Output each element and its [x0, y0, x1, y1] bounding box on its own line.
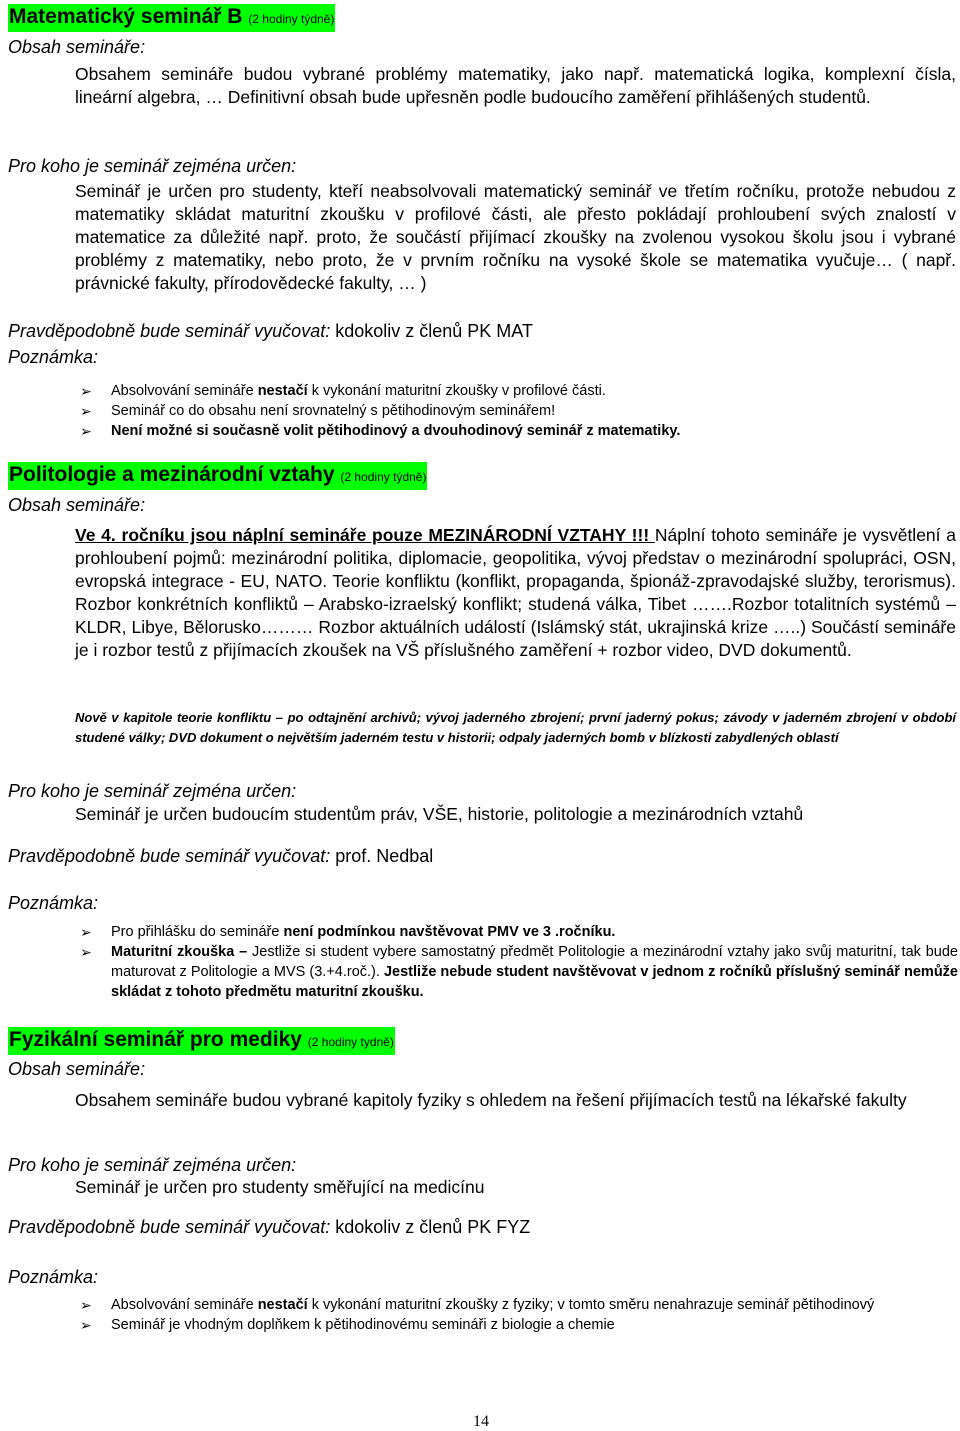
- section-hours: (2 hodiny týdně): [248, 12, 335, 26]
- audience-label: Pro koho je seminář zejména určen:: [8, 156, 297, 176]
- note-text: Seminář je vhodným doplňkem k pětihodinovému semináři z biologie a chemie: [111, 1317, 615, 1333]
- audience-paragraph: Seminář je určen pro studenty, kteří neabsolvovali matematický seminář ve třetím ročníku, protože nebudou z matematiky skládat maturitní zkoušku v profilové části, ale přesto pokládají prohloubení svých znalostí v matematice za důležité např. proto, že součástí přijímací zkoušky na zvolenou vysokou školu jsou i vybrané problémy z matematiky, nebo proto, že v prvním ročníku na vysoké škole se matematika vyučuje… ( např. právnické fakulty, přírodovědecké fakulty, … ): [75, 181, 956, 293]
- notes-list: [80, 1295, 958, 1335]
- note-text: Pro přihlášku do semináře: [111, 924, 284, 940]
- teacher-value: prof. Nedbal: [330, 846, 434, 866]
- note-label: Poznámka:: [8, 347, 99, 367]
- list-item: [80, 1315, 958, 1335]
- content-paragraph: [75, 524, 956, 662]
- audience-label: Pro koho je seminář zejména určen:: [8, 1155, 297, 1175]
- note-text: Jestliže si student vybere samostatný předmět Politologie a mezinárodní vztahy jako svůj maturitní, tak bude maturovat z Politologie a MVS (3.+4.roč.).: [111, 944, 958, 980]
- audience-label: Pro koho je seminář zejména určen:: [8, 781, 297, 801]
- teacher-value: kdokoliv z členů PK MAT: [330, 321, 533, 341]
- note-text: Absolvování semináře: [111, 383, 258, 399]
- arrow-bullet-icon: ➢: [80, 1317, 92, 1333]
- note-label: Poznámka:: [8, 893, 99, 913]
- teacher-label: Pravděpodobně bude seminář vyučovat:: [8, 846, 331, 866]
- list-item: [80, 1295, 958, 1315]
- note-bold: Jestliže nebude student navštěvovat v jednom z ročníků příslušný seminář nemůže skládat z tohoto předmětu maturitní zkoušku.: [111, 964, 958, 1000]
- note-bold: Není možné si současně volit pětihodinový a dvouhodinový seminář z matematiky.: [111, 423, 681, 439]
- teacher-line: [8, 845, 433, 867]
- note-label: Poznámka:: [8, 1267, 99, 1287]
- audience-paragraph: Seminář je určen budoucím studentům práv, VŠE, historie, politologie a mezinárodních vztahů: [75, 804, 804, 824]
- note-text: Seminář co do obsahu není srovnatelný s pětihodinovým seminářem!: [111, 403, 556, 419]
- list-item: [80, 381, 958, 401]
- notes-list: [80, 922, 958, 1002]
- page-number: 14: [473, 1413, 489, 1430]
- arrow-bullet-icon: ➢: [80, 383, 92, 399]
- teacher-value: kdokoliv z členů PK FYZ: [330, 1217, 531, 1237]
- content-paragraph: Obsahem semináře budou vybrané kapitoly fyziky s ohledem na řešení přijímacích testů na lékařské fakulty: [75, 1090, 907, 1110]
- arrow-bullet-icon: ➢: [80, 403, 92, 419]
- notes-list: [80, 381, 958, 441]
- list-item: [80, 421, 958, 441]
- section-title: Politologie a mezinárodní vztahy: [9, 463, 335, 486]
- content-label: Obsah semináře:: [8, 495, 146, 515]
- section-heading-physics: [8, 1027, 395, 1055]
- arrow-bullet-icon: ➢: [80, 944, 92, 960]
- note-text: k vykonání maturitní zkoušky v profilové části.: [307, 383, 606, 399]
- section-title: Matematický seminář B: [9, 5, 243, 28]
- content-underlined: Ve 4. ročníku jsou náplní semináře pouze MEZINÁRODNÍ VZTAHY !!!: [75, 525, 655, 545]
- section-heading-math: [8, 4, 335, 32]
- list-item: [80, 942, 958, 1002]
- list-item: [80, 922, 958, 942]
- arrow-bullet-icon: ➢: [80, 423, 92, 439]
- arrow-bullet-icon: ➢: [80, 924, 92, 940]
- note-bold: nestačí: [257, 383, 308, 399]
- arrow-bullet-icon: ➢: [80, 1297, 92, 1313]
- section-hours: (2 hodiny týdně): [340, 470, 427, 484]
- new-note: Nově v kapitole teorie konfliktu – po odtajnění archivů; vývoj jaderného zbrojení; první jaderný pokus; závody v jaderném zbrojení v období studené války; DVD dokument o největším jaderném testu v historii; odpaly jaderných bomb v blízkosti zabydlených oblastí: [75, 710, 956, 745]
- content-label: Obsah semináře:: [8, 1059, 146, 1079]
- section-title: Fyzikální seminář pro mediky: [9, 1028, 302, 1051]
- note-text: Absolvování semináře: [111, 1297, 258, 1313]
- section-heading-politics: [8, 462, 427, 490]
- section-hours: (2 hodiny tydně): [307, 1035, 394, 1049]
- note-bold: nestačí: [257, 1297, 308, 1313]
- teacher-label: Pravděpodobně bude seminář vyučovat:: [8, 321, 331, 341]
- audience-paragraph: Seminář je určen pro studenty směřující na medicínu: [75, 1177, 485, 1197]
- teacher-line: [8, 1216, 530, 1238]
- teacher-line: [8, 320, 533, 342]
- content-label: Obsah semináře:: [8, 37, 146, 57]
- note-bold: Maturitní zkouška –: [111, 944, 252, 960]
- content-paragraph: Obsahem semináře budou vybrané problémy matematiky, jako např. matematická logika, komplexní čísla, lineární algebra, … Definitivní obsah bude upřesněn podle budoucího zaměření přihlášených studentů.: [75, 64, 956, 107]
- note-text: k vykonání maturitní zkoušky z fyziky; v tomto směru nenahrazuje seminář pětihodinový: [307, 1297, 875, 1313]
- content-text: Náplní tohoto semináře je vysvětlení a prohloubení pojmů: mezinárodní politika, diplomacie, geopolitika, vývoj představ o mezinárodní spolupráci, OSN, evropská integrace - EU, NATO. Teorie konfliktu (konflikt, propaganda, špionáž-zpravodajské služby, terorismus). Rozbor konkrétních konfliktů – Arabsko-izraelský konflikt; studená válka, Tibet …….Rozbor totalitních systémů – KLDR, Libye, Bělorusko……… Rozbor aktuálních událostí (Islámský stát, ukrajinská krize …..) Součástí semináře je i rozbor testů z přijímacích zkoušek na VŠ příslušného zaměření + rozbor video, DVD dokumentů.: [75, 525, 956, 660]
- list-item: [80, 401, 958, 421]
- note-bold: není podmínkou navštěvovat PMV ve 3 .ročníku.: [283, 924, 616, 940]
- teacher-label: Pravděpodobně bude seminář vyučovat:: [8, 1217, 331, 1237]
